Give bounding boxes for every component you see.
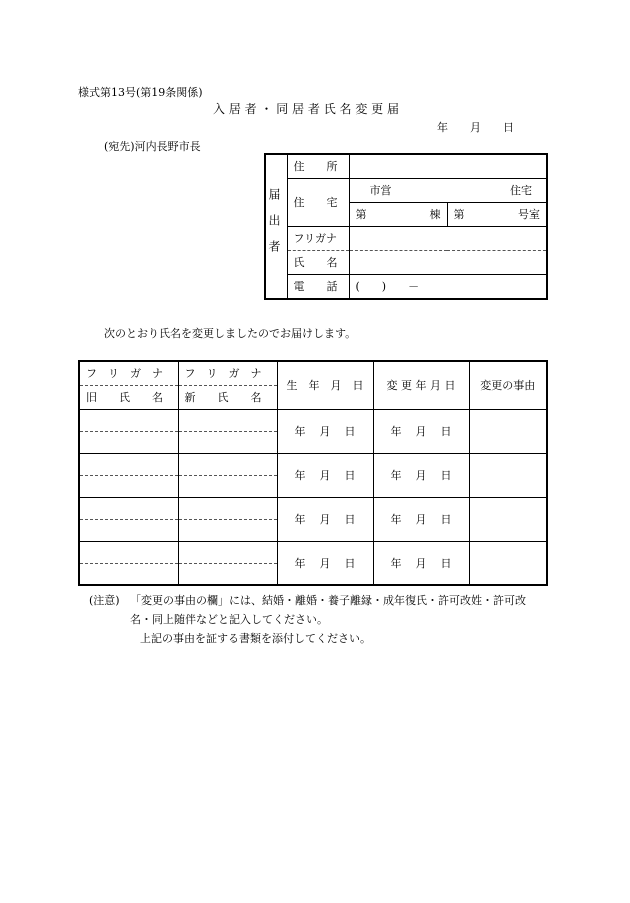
statement: 次のとおり氏名を変更しましたのでお届けします。	[104, 327, 357, 340]
day-label: 日	[440, 513, 452, 526]
header-new-furigana: フ リ ガ ナ	[178, 361, 277, 385]
building-suffix: 棟	[429, 208, 441, 221]
year-label: 年	[294, 513, 306, 526]
room-prefix: 第	[453, 208, 465, 221]
row2-birth-date[interactable]	[277, 453, 373, 497]
row2-change-date[interactable]	[373, 453, 469, 497]
year-label: 年	[294, 469, 306, 482]
row2-new-name[interactable]	[178, 475, 277, 497]
year-label: 年	[390, 556, 402, 570]
month-label: 月	[319, 469, 331, 482]
notes-line-2: 名・同上随伴などと記入してください。	[130, 613, 328, 626]
month-label: 月	[415, 469, 427, 482]
row4-old-name[interactable]	[79, 563, 178, 585]
city-housing-cell[interactable]	[349, 178, 547, 202]
building-prefix: 第	[355, 208, 367, 221]
day-label: 日	[344, 513, 356, 526]
month-label: 月	[415, 425, 427, 438]
name-label: 氏 名	[287, 250, 349, 274]
row1-change-date[interactable]	[373, 409, 469, 453]
notes-line-3: 上記の事由を証する書類を添付してください。	[140, 632, 371, 645]
form-title: 入 居 者 ・ 同 居 者 氏 名 変 更 届	[213, 102, 399, 116]
row2-old-furigana[interactable]	[79, 453, 178, 475]
month-label: 月	[319, 556, 331, 570]
row1-new-name[interactable]	[178, 431, 277, 453]
city-housing-prefix: 市営	[369, 184, 392, 197]
row4-birth-date[interactable]	[277, 541, 373, 585]
row1-reason[interactable]	[469, 409, 547, 453]
residence-label: 住 宅	[287, 178, 349, 226]
row4-reason[interactable]	[469, 541, 547, 585]
row2-new-furigana[interactable]	[178, 453, 277, 475]
year-label: 年	[390, 513, 402, 526]
day-label: 日	[440, 425, 452, 438]
row4-new-furigana[interactable]	[178, 541, 277, 563]
addressee: (宛先)河内長野市長	[104, 140, 201, 153]
row3-new-furigana[interactable]	[178, 497, 277, 519]
day-label: 日	[440, 469, 452, 482]
year-label: 年	[294, 425, 306, 438]
month-label: 月	[415, 556, 427, 570]
room-number-cell[interactable]	[447, 202, 547, 226]
month-label: 月	[319, 513, 331, 526]
applicant-side-label: 届出者	[267, 187, 281, 266]
row2-reason[interactable]	[469, 453, 547, 497]
day-label: 日	[344, 425, 356, 438]
row3-reason[interactable]	[469, 497, 547, 541]
name-value[interactable]	[349, 250, 547, 274]
notes-line-1: 「変更の事由の欄」には、結婚・離婚・養子離縁・成年復氏・許可改姓・許可改	[130, 594, 526, 607]
day-label: 日	[440, 556, 452, 570]
header-reason: 変更の事由	[469, 361, 547, 409]
row4-old-furigana[interactable]	[79, 541, 178, 563]
row3-old-furigana[interactable]	[79, 497, 178, 519]
year-label: 年	[294, 556, 306, 570]
row3-new-name[interactable]	[178, 519, 277, 541]
phone-label: 電 話	[287, 274, 349, 299]
furigana-value[interactable]	[349, 226, 547, 250]
day-label: 日	[344, 556, 356, 570]
year-label: 年	[390, 469, 402, 482]
address-value[interactable]	[349, 154, 547, 178]
header-birth-date: 生 年 月 日	[277, 361, 373, 409]
form-number: 様式第13号(第19条関係)	[78, 86, 203, 99]
header-change-date: 変 更 年 月 日	[373, 361, 469, 409]
applicant-table	[264, 153, 548, 300]
year-label: 年	[390, 425, 402, 438]
row4-change-date[interactable]	[373, 541, 469, 585]
row1-old-furigana[interactable]	[79, 409, 178, 431]
row1-old-name[interactable]	[79, 431, 178, 453]
name-change-table	[78, 360, 548, 586]
month-label: 月	[319, 425, 331, 438]
row3-old-name[interactable]	[79, 519, 178, 541]
row1-new-furigana[interactable]	[178, 409, 277, 431]
row3-change-date[interactable]	[373, 497, 469, 541]
city-housing-suffix: 住宅	[510, 184, 532, 197]
row3-birth-date[interactable]	[277, 497, 373, 541]
furigana-label: フリガナ	[287, 226, 349, 250]
notes-prefix: (注意)	[89, 594, 120, 607]
phone-value[interactable]: ( ) －	[349, 274, 547, 299]
header-new-name: 新 氏 名	[178, 385, 277, 409]
row4-new-name[interactable]	[178, 563, 277, 585]
row2-old-name[interactable]	[79, 475, 178, 497]
submission-date: 年 月 日	[437, 121, 514, 134]
month-label: 月	[415, 513, 427, 526]
day-label: 日	[344, 469, 356, 482]
header-old-name: 旧 氏 名	[79, 385, 178, 409]
room-suffix: 号室	[518, 208, 540, 221]
header-old-furigana: フ リ ガ ナ	[86, 367, 163, 381]
building-number-cell[interactable]	[349, 202, 447, 226]
row1-birth-date[interactable]	[277, 409, 373, 453]
address-label: 住 所	[287, 154, 349, 178]
